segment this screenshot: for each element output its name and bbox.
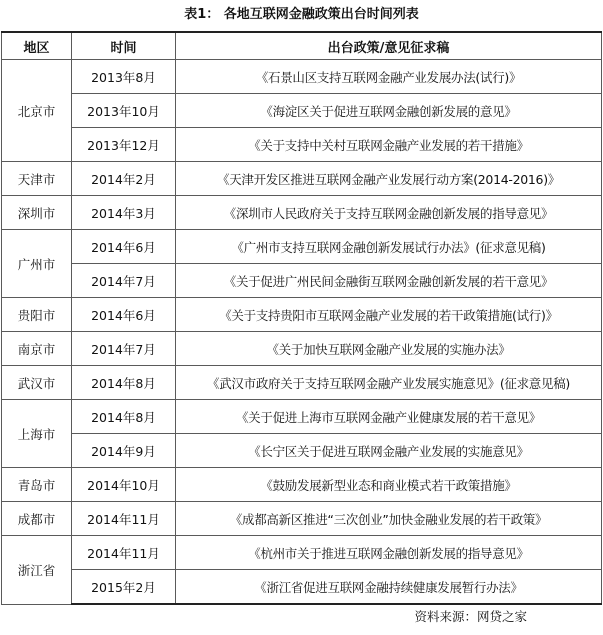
document-cell: 《成都高新区推进“三次创业”加快金融业发展的若干政策》 — [176, 502, 602, 536]
region-cell: 贵阳市 — [2, 298, 72, 332]
table-row — [2, 468, 602, 502]
time-cell: 2014年11月 — [72, 502, 176, 536]
table-row — [2, 128, 602, 162]
time-cell: 2014年7月 — [72, 264, 176, 298]
document-cell: 《关于支持中关村互联网金融产业发展的若干措施》 — [176, 128, 602, 162]
time-cell: 2013年10月 — [72, 94, 176, 128]
region-cell: 天津市 — [2, 162, 72, 196]
document-cell: 《长宁区关于促进互联网金融产业发展的实施意见》 — [176, 434, 602, 468]
document-cell: 《石景山区支持互联网金融产业发展办法(试行)》 — [176, 60, 602, 94]
document-cell: 《海淀区关于促进互联网金融创新发展的意见》 — [176, 94, 602, 128]
time-cell: 2013年12月 — [72, 128, 176, 162]
document-cell: 《武汉市政府关于支持互联网金融产业发展实施意见》(征求意见稿) — [176, 366, 602, 400]
region-cell: 成都市 — [2, 502, 72, 536]
table-header-row — [2, 32, 602, 60]
time-cell: 2014年6月 — [72, 230, 176, 264]
time-cell: 2014年7月 — [72, 332, 176, 366]
table-row — [2, 230, 602, 264]
table-row — [2, 60, 602, 94]
time-cell: 2014年10月 — [72, 468, 176, 502]
document-cell: 《深圳市人民政府关于支持互联网金融创新发展的指导意见》 — [176, 196, 602, 230]
policy-table — [1, 31, 602, 605]
time-cell: 2015年2月 — [72, 570, 176, 605]
table-row — [2, 366, 602, 400]
document-cell: 《关于支持贵阳市互联网金融产业发展的若干政策措施(试行)》 — [176, 298, 602, 332]
region-cell: 广州市 — [2, 230, 72, 298]
table-title: 表1： 各地互联网金融政策出台时间列表 — [184, 7, 419, 22]
time-cell: 2013年8月 — [72, 60, 176, 94]
table-row — [2, 298, 602, 332]
region-cell: 南京市 — [2, 332, 72, 366]
table-row — [2, 196, 602, 230]
table-row — [2, 264, 602, 298]
document-cell: 《浙江省促进互联网金融持续健康发展暂行办法》 — [176, 570, 602, 605]
time-cell: 2014年11月 — [72, 536, 176, 570]
table-row — [2, 570, 602, 605]
table-row — [2, 332, 602, 366]
document-cell: 《杭州市关于推进互联网金融创新发展的指导意见》 — [176, 536, 602, 570]
document-cell: 《广州市支持互联网金融创新发展试行办法》(征求意见稿) — [176, 230, 602, 264]
region-cell: 武汉市 — [2, 366, 72, 400]
time-cell: 2014年8月 — [72, 366, 176, 400]
region-cell: 青岛市 — [2, 468, 72, 502]
table-row — [2, 94, 602, 128]
source-note: 资料来源：网贷之家 — [414, 609, 527, 624]
header-document: 出台政策/意见征求稿 — [176, 32, 602, 60]
region-cell: 上海市 — [2, 400, 72, 468]
table-row — [2, 162, 602, 196]
table-row — [2, 536, 602, 570]
header-region: 地区 — [2, 32, 72, 60]
document-cell: 《鼓励发展新型业态和商业模式若干政策措施》 — [176, 468, 602, 502]
time-cell: 2014年8月 — [72, 400, 176, 434]
time-cell: 2014年6月 — [72, 298, 176, 332]
document-cell: 《天津开发区推进互联网金融产业发展行动方案(2014-2016)》 — [176, 162, 602, 196]
table-row — [2, 434, 602, 468]
region-cell: 浙江省 — [2, 536, 72, 605]
time-cell: 2014年9月 — [72, 434, 176, 468]
time-cell: 2014年3月 — [72, 196, 176, 230]
document-cell: 《关于加快互联网金融产业发展的实施办法》 — [176, 332, 602, 366]
header-time: 时间 — [72, 32, 176, 60]
document-cell: 《关于促进广州民间金融街互联网金融创新发展的若干意见》 — [176, 264, 602, 298]
region-cell: 深圳市 — [2, 196, 72, 230]
table-row — [2, 400, 602, 434]
region-cell: 北京市 — [2, 60, 72, 162]
document-cell: 《关于促进上海市互联网金融产业健康发展的若干意见》 — [176, 400, 602, 434]
table-row — [2, 502, 602, 536]
time-cell: 2014年2月 — [72, 162, 176, 196]
